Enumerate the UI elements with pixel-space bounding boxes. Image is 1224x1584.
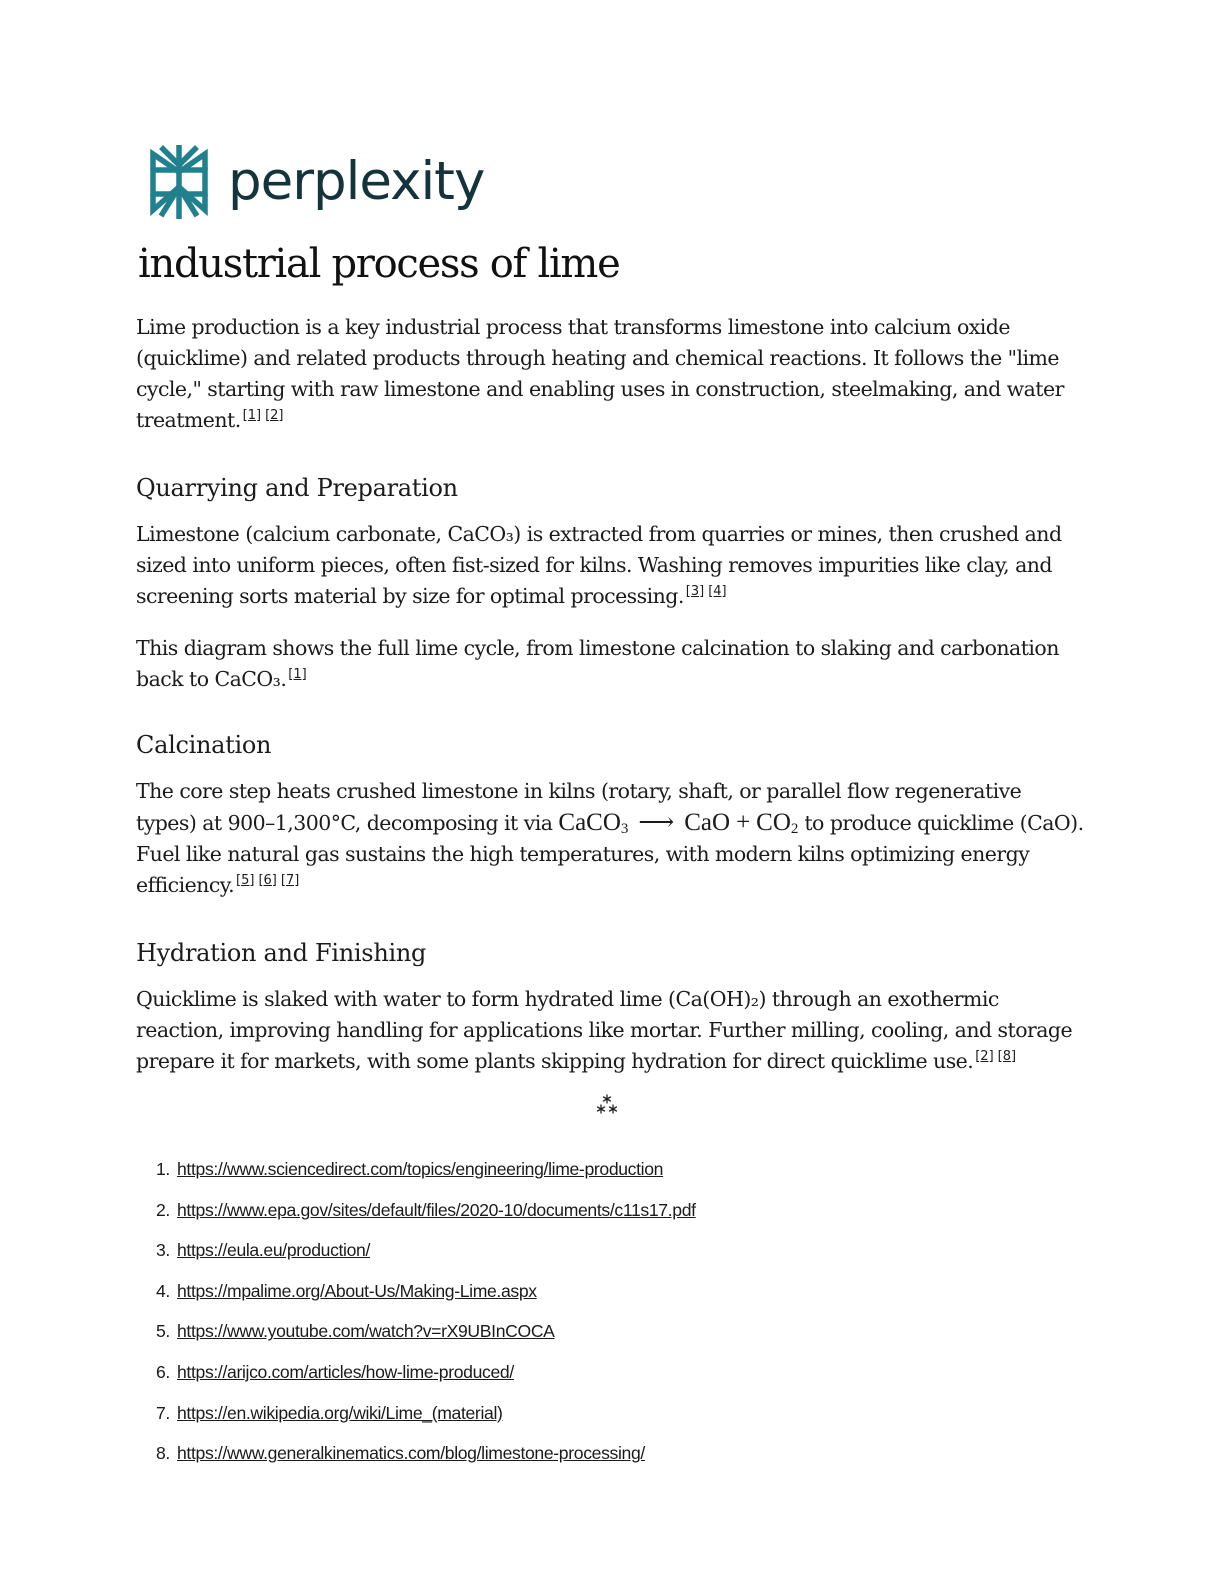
reference-item xyxy=(156,1318,696,1359)
reference-link[interactable]: https://mpalime.org/About-Us/Making-Lime.aspx xyxy=(177,1280,537,1301)
reference-link[interactable]: https://www.epa.gov/sites/default/files/2020-10/documents/c11s17.pdf xyxy=(177,1199,696,1220)
reference-link[interactable]: https://www.youtube.com/watch?v=rX9UBInCOCA xyxy=(177,1321,555,1342)
reference-number: 6. xyxy=(156,1361,170,1382)
page-title: industrial process of lime xyxy=(138,241,620,287)
hydration-citations xyxy=(975,1049,1020,1064)
reference-link[interactable]: https://www.generalkinematics.com/blog/limestone-processing/ xyxy=(177,1443,645,1464)
reference-link[interactable]: https://en.wikipedia.org/wiki/Lime_(material) xyxy=(177,1402,503,1423)
reference-number: 3. xyxy=(156,1240,170,1261)
quarrying-text: Limestone (calcium carbonate, CaCO₃) is extracted from quarries or mines, then crushed and sized into uniform pieces, often fist-sized for kilns. Washing removes impurities like clay, and screening sorts material by size for optimal processing. xyxy=(136,522,1062,608)
citation-link[interactable]: [7] xyxy=(280,873,300,888)
hydration-paragraph xyxy=(136,984,1086,1077)
diagram-paragraph xyxy=(136,633,1086,695)
logo-wordmark: perplexity xyxy=(228,151,485,212)
reference-number: 1. xyxy=(156,1159,170,1179)
reference-item xyxy=(156,1440,696,1481)
reference-number: 8. xyxy=(156,1443,170,1464)
reference-item xyxy=(156,1237,696,1278)
section-heading-calcination: Calcination xyxy=(136,731,272,759)
equation-plus: + xyxy=(736,809,751,836)
reference-link[interactable]: https://www.sciencedirect.com/topics/engineering/lime-production xyxy=(177,1159,664,1179)
reference-item xyxy=(156,1156,696,1197)
equation-product-2-subscript: 2 xyxy=(790,821,799,837)
reference-item xyxy=(156,1400,696,1441)
intro-text: Lime production is a key industrial process that transforms limestone into calcium oxide (quicklime) and related products through heating and chemical reactions. It follows the "lime cycle," starting with raw limestone and enabling uses in construction, steelmaking, and water treatment. xyxy=(136,315,1064,432)
calcination-citations xyxy=(236,873,303,888)
reference-item xyxy=(156,1197,696,1238)
perplexity-mark-icon xyxy=(153,145,205,219)
citation-link[interactable]: [3] xyxy=(685,584,705,599)
diagram-text: This diagram shows the full lime cycle, from limestone calcination to slaking and carbonation back to CaCO₃. xyxy=(136,636,1059,691)
reference-link[interactable]: https://arijco.com/articles/how-lime-produced/ xyxy=(177,1361,514,1382)
reference-number: 2. xyxy=(156,1199,170,1220)
diagram-citations xyxy=(288,667,310,682)
reference-number: 7. xyxy=(156,1402,170,1423)
citation-link[interactable]: [4] xyxy=(708,584,727,599)
intro-citations xyxy=(243,408,288,423)
calcination-text-before: The core step heats crushed limestone in kilns (rotary, shaft, or parallel flow regenerative types) at 900–1,300°C, decomposing it via xyxy=(136,779,1022,835)
equation-product-2: CO xyxy=(756,809,791,836)
calcination-paragraph xyxy=(136,776,1086,901)
quarrying-paragraph xyxy=(136,519,1086,612)
article-body xyxy=(136,312,1086,1077)
citation-link[interactable]: [5] xyxy=(236,873,255,888)
equation-arrow: ⟶ xyxy=(638,809,675,836)
hydration-text: Quicklime is slaked with water to form hydrated lime (Ca(OH)₂) through an exothermic reaction, improving handling for applications like mortar. Further milling, cooling, and storage prepare it for markets, with some plants skipping hydration for direct quicklime use. xyxy=(136,987,1073,1073)
citation-link[interactable]: [1] xyxy=(288,667,307,682)
reference-number: 5. xyxy=(156,1321,170,1342)
asterism-divider-icon xyxy=(596,1094,618,1116)
section-heading-hydration: Hydration and Finishing xyxy=(136,939,427,967)
calcination-text-after: to produce quicklime (CaO). Fuel like natural gas sustains the high temperatures, with modern kilns optimizing energy efficiency. xyxy=(136,811,1084,897)
citation-link[interactable]: [2] xyxy=(265,408,284,423)
citation-link[interactable]: [2] xyxy=(975,1049,994,1064)
citation-link[interactable]: [6] xyxy=(258,873,277,888)
reference-item xyxy=(156,1359,696,1400)
calcination-equation xyxy=(558,809,798,836)
intro-paragraph xyxy=(136,312,1086,436)
references-list xyxy=(156,1156,696,1481)
reference-link[interactable]: https://eula.eu/production/ xyxy=(177,1240,371,1261)
equation-reactant: CaCO xyxy=(558,809,621,836)
reference-item xyxy=(156,1278,696,1319)
equation-product-1: CaO xyxy=(684,809,731,836)
perplexity-logo xyxy=(148,142,508,222)
equation-reactant-subscript: 3 xyxy=(620,821,629,837)
section-heading-quarrying: Quarrying and Preparation xyxy=(136,474,458,502)
quarrying-citations xyxy=(686,584,731,599)
citation-link[interactable]: [8] xyxy=(997,1049,1017,1064)
reference-number: 4. xyxy=(156,1280,170,1301)
citation-link[interactable]: [1] xyxy=(242,408,262,423)
